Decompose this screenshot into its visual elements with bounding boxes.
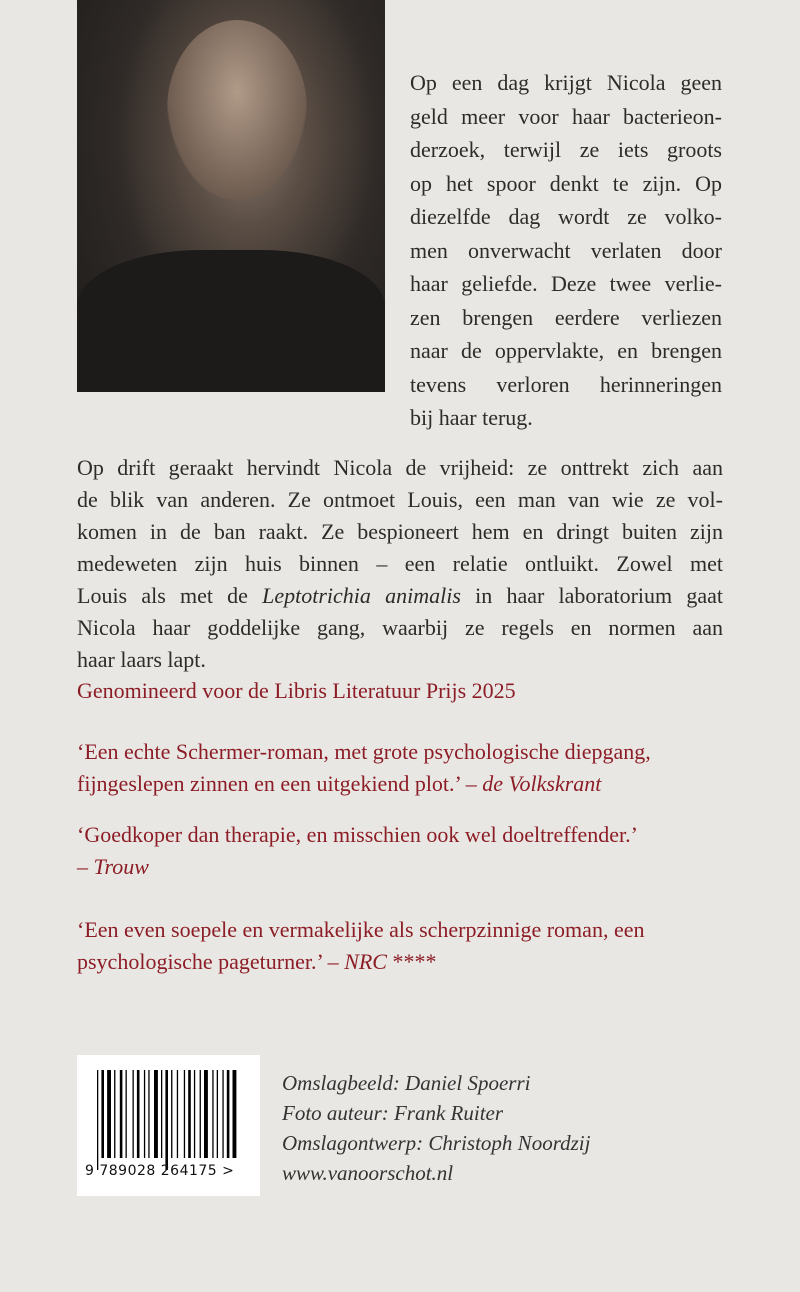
barcode-bar bbox=[148, 1070, 149, 1158]
barcode-bar bbox=[217, 1070, 218, 1158]
text-line bbox=[77, 580, 723, 612]
barcode-bar bbox=[233, 1070, 237, 1158]
isbn-number: 9 789028 264175 > bbox=[85, 1163, 235, 1179]
barcode-bar bbox=[133, 1070, 134, 1158]
blurb-intro bbox=[410, 66, 722, 435]
star-rating: **** bbox=[386, 949, 437, 974]
text-line: op het spoor denkt te zijn. Op bbox=[410, 170, 722, 196]
barcode-bar bbox=[171, 1070, 172, 1158]
barcode-bar bbox=[177, 1070, 178, 1158]
quote-source: Trouw bbox=[93, 854, 149, 879]
text-line: tevens verloren herinneringen bbox=[410, 371, 722, 397]
text-line: haar geliefde. Deze twee verlie- bbox=[410, 271, 722, 296]
barcode-bar bbox=[114, 1070, 115, 1158]
cover-image-credit: Omslagbeeld: Daniel Spoerri bbox=[282, 1071, 531, 1095]
cover-design-credit: Omslagontwerp: Christoph Noordzij bbox=[282, 1131, 591, 1155]
barcode-bar bbox=[194, 1070, 195, 1158]
barcode-bar bbox=[200, 1070, 201, 1158]
text-line: medeweten zijn huis binnen – een relatie ontluikt. Zowel met bbox=[77, 551, 723, 576]
quote-source: de Volkskrant bbox=[482, 771, 602, 796]
quote-source: NRC bbox=[344, 949, 387, 974]
text-line: naar de oppervlakte, en brengen bbox=[410, 338, 722, 363]
barcode-bar bbox=[107, 1070, 111, 1158]
text-line: men onverwacht verlaten door bbox=[410, 237, 722, 263]
text-span: in haar laboratorium gaat bbox=[460, 583, 723, 608]
quote-text: ‘Goedkoper dan therapie, en misschien ook wel doeltreffender.’ bbox=[77, 822, 638, 847]
barcode-bar bbox=[204, 1070, 208, 1158]
quote-text: ‘Een echte Schermer-roman, met grote psychologische diepgang, bbox=[77, 739, 651, 764]
text-line: komen in de ban raakt. Ze bespioneert hem en dringt buiten zijn bbox=[77, 519, 723, 544]
quote-volkskrant bbox=[77, 736, 651, 800]
barcode-bar bbox=[161, 1070, 162, 1158]
barcode-bar bbox=[126, 1070, 127, 1158]
barcode-bar bbox=[120, 1070, 123, 1158]
quote-text: – bbox=[77, 854, 94, 879]
quote-text: psychologische pageturner.’ – bbox=[77, 949, 345, 974]
isbn-barcode bbox=[77, 1055, 260, 1196]
text-line: Op drift geraakt hervindt Nicola de vrijheid: ze onttrekt zich aan bbox=[77, 455, 723, 480]
quote-trouw bbox=[77, 819, 638, 883]
barcode-bar bbox=[212, 1070, 213, 1158]
quote-text: fijngeslepen zinnen en een uitgekiend plot.’ – bbox=[77, 771, 483, 796]
barcode-bar bbox=[222, 1070, 223, 1158]
text-line: Op een dag krijgt Nicola geen bbox=[410, 70, 722, 95]
author-photo bbox=[77, 0, 385, 392]
barcode-bar bbox=[101, 1070, 104, 1158]
text-line: diezelfde dag wordt ze volko- bbox=[410, 204, 722, 229]
text-line: de blik van anderen. Ze ontmoet Louis, een man van wie ze vol- bbox=[77, 487, 723, 512]
text-line: haar laars lapt. bbox=[77, 647, 206, 672]
quote-nrc bbox=[77, 914, 644, 978]
barcode-bar bbox=[165, 1070, 168, 1170]
barcode-bar bbox=[184, 1070, 185, 1158]
barcode-bar bbox=[144, 1070, 145, 1158]
text-line: zen brengen eerdere verliezen bbox=[410, 304, 722, 330]
quote-text: ‘Een even soepele en vermakelijke als scherpzinnige roman, een bbox=[77, 917, 645, 942]
author-photo-credit: Foto auteur: Frank Ruiter bbox=[282, 1101, 504, 1125]
barcode-bar bbox=[188, 1070, 191, 1158]
barcode-bar bbox=[227, 1070, 230, 1158]
publisher-website[interactable]: www.vanoorschot.nl bbox=[282, 1161, 454, 1185]
barcode-bars bbox=[97, 1070, 237, 1170]
blurb-main bbox=[77, 452, 723, 676]
text-line: Nicola haar goddelijke gang, waarbij ze regels en normen aan bbox=[77, 615, 723, 640]
credits bbox=[282, 1068, 590, 1188]
barcode-bar bbox=[137, 1070, 140, 1158]
text-span: Louis als met de bbox=[77, 583, 263, 608]
species-name: Leptotrichia animalis bbox=[262, 583, 461, 608]
text-line: geld meer voor haar bacterieon- bbox=[410, 103, 722, 129]
barcode-bar bbox=[154, 1070, 158, 1158]
text-line: bij haar terug. bbox=[410, 405, 533, 430]
text-line: derzoek, terwijl ze iets groots bbox=[410, 137, 722, 162]
nomination: Genomineerd voor de Libris Literatuur Prijs 2025 bbox=[77, 678, 516, 703]
barcode-bar bbox=[97, 1070, 98, 1170]
